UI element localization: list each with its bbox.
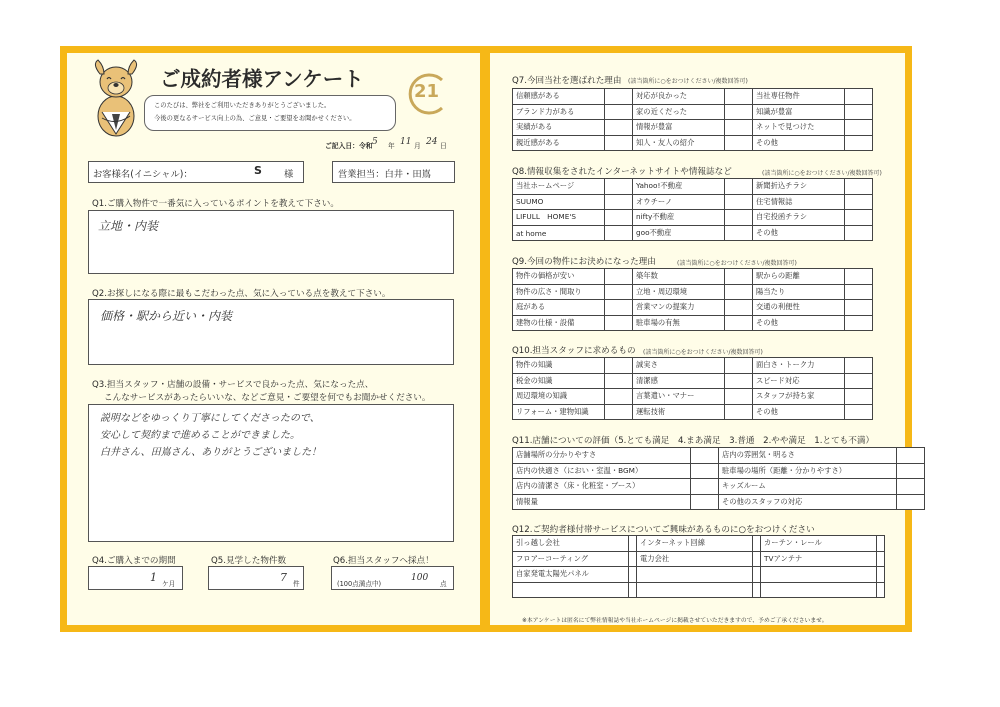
q3-label-line-1: Q3.担当スタッフ・店舗の設備・サービスで良かった点、気になった点、 [92, 380, 374, 390]
q8-option: SUUMO [513, 194, 605, 210]
q9-check-cell[interactable] [725, 284, 753, 300]
q8-option: オウチーノ [633, 194, 725, 210]
q8-option: その他 [753, 225, 845, 241]
q9-check-cell[interactable] [725, 269, 753, 285]
q10-option: スピード対応 [753, 373, 845, 389]
q10-check-cell[interactable] [605, 358, 633, 374]
q9-option: 営業マンの提案力 [633, 300, 725, 316]
q12-row [513, 567, 885, 583]
q12-option: 自家発電太陽光パネル [513, 567, 629, 583]
q8-row [513, 225, 873, 241]
q11-option: 店内の雰囲気・明るさ [719, 448, 897, 464]
q9-row [513, 315, 873, 331]
q10-option: スタッフが持ち家 [753, 389, 845, 405]
q8-check-cell[interactable] [605, 194, 633, 210]
dog-mascot-icon [88, 56, 146, 138]
q9-check-cell[interactable] [605, 315, 633, 331]
q8-row [513, 179, 873, 195]
q10-option: 周辺環境の知識 [513, 389, 605, 405]
q7-row [513, 120, 873, 136]
q8-table [512, 178, 873, 241]
q12-row [513, 551, 885, 567]
q9-row [513, 284, 873, 300]
q12-check-cell[interactable] [629, 551, 637, 567]
q9-option: 庭がある [513, 300, 605, 316]
q11-table [512, 447, 925, 510]
q9-option: その他 [753, 315, 845, 331]
q11-option: 店内の快適さ（におい・室温・BGM） [513, 463, 691, 479]
q9-check-cell[interactable] [605, 284, 633, 300]
q8-option: nifty不動産 [633, 210, 725, 226]
q7-check-cell[interactable] [725, 120, 753, 136]
q9-check-cell[interactable] [605, 269, 633, 285]
q10-check-cell[interactable] [845, 389, 873, 405]
q7-check-cell[interactable] [845, 135, 873, 151]
q7-check-cell[interactable] [725, 104, 753, 120]
q12-row [513, 536, 885, 552]
q12-check-cell[interactable] [753, 582, 761, 598]
date-day: 24 [426, 137, 438, 147]
q12-option: 引っ越し会社 [513, 536, 629, 552]
q10-check-cell[interactable] [605, 404, 633, 420]
q9-check-cell[interactable] [725, 300, 753, 316]
q5-label: Q5.見学した物件数 [211, 556, 287, 566]
q9-row [513, 269, 873, 285]
q2-label: Q2.お探しになる際に最もこだわった点、気に入っている点を教えて下さい。 [92, 289, 391, 299]
q12-check-cell[interactable] [877, 567, 885, 583]
q7-option: 知人・友人の紹介 [633, 135, 725, 151]
q8-check-cell[interactable] [725, 194, 753, 210]
q8-check-cell[interactable] [605, 225, 633, 241]
q8-check-cell[interactable] [725, 210, 753, 226]
q9-option: 立地・周辺環境 [633, 284, 725, 300]
q8-check-cell[interactable] [845, 194, 873, 210]
q10-option: 誠実さ [633, 358, 725, 374]
staff-label: 営業担当：白井・田嶌 [338, 169, 431, 180]
q8-label: Q8.情報収集をされたインターネットサイトや情報誌など [512, 167, 732, 177]
logo-text: 21 [414, 81, 440, 102]
q12-option: インターネット回線 [637, 536, 753, 552]
q8-check-cell[interactable] [845, 179, 873, 195]
q8-option: at home [513, 225, 605, 241]
q8-row [513, 210, 873, 226]
q6-note: (100点満点中) [337, 580, 382, 588]
q6-label: Q6.担当スタッフへ採点！ [333, 556, 434, 566]
q7-check-cell[interactable] [845, 89, 873, 105]
q10-table [512, 357, 873, 420]
page-title: ご成約者様アンケート [160, 67, 364, 91]
q10-check-cell[interactable] [725, 389, 753, 405]
q10-label: Q10.担当スタッフに求めるもの [512, 346, 636, 356]
q10-row [513, 389, 873, 405]
q12-option [513, 582, 629, 598]
greeting-line-1: このたびは、弊社をご利用いただきありがとうございました。 [154, 102, 331, 109]
q8-row [513, 194, 873, 210]
q12-option [761, 582, 877, 598]
q10-option: 面白さ・トーク力 [753, 358, 845, 374]
q5-answer-box[interactable] [208, 566, 304, 590]
q9-row [513, 300, 873, 316]
q8-option: goo不動産 [633, 225, 725, 241]
q10-check-cell[interactable] [725, 358, 753, 374]
q10-check-cell[interactable] [725, 404, 753, 420]
q9-label: Q9.今回の物件にお決めになった理由 [512, 257, 656, 267]
q9-check-cell[interactable] [725, 315, 753, 331]
q11-option: 店内の清潔さ（床・化粧室・ブース） [513, 479, 691, 495]
q11-row [513, 448, 925, 464]
q7-option: 当社専任物件 [753, 89, 845, 105]
q12-option: カーテン・レール [761, 536, 877, 552]
q3-label-line-2: こんなサービスがあったらいいな、などご意見・ご要望を何でもお聞かせください。 [104, 393, 431, 403]
q10-row [513, 358, 873, 374]
q7-row [513, 135, 873, 151]
q11-check-cell[interactable] [691, 494, 719, 510]
q12-option [637, 567, 753, 583]
q8-option: LIFULL HOME'S [513, 210, 605, 226]
q7-check-cell[interactable] [845, 104, 873, 120]
q12-row [513, 582, 885, 598]
q12-check-cell[interactable] [753, 536, 761, 552]
q11-row [513, 494, 925, 510]
q7-option: ブランド力がある [513, 104, 605, 120]
q8-note: (該当箇所に○をおつけください/複数回答可) [762, 170, 882, 177]
q4-label: Q4.ご購入までの期間 [92, 556, 176, 566]
q11-check-cell[interactable] [897, 494, 925, 510]
q8-option: Yahoo!不動産 [633, 179, 725, 195]
q10-option: リフォーム・建物知識 [513, 404, 605, 420]
q8-check-cell[interactable] [725, 179, 753, 195]
q7-check-cell[interactable] [725, 135, 753, 151]
q12-option [761, 567, 877, 583]
q9-option: 駅からの距離 [753, 269, 845, 285]
q12-option [637, 582, 753, 598]
q11-check-cell[interactable] [897, 479, 925, 495]
q10-check-cell[interactable] [845, 404, 873, 420]
q7-check-cell[interactable] [605, 135, 633, 151]
q8-option: 新聞折込チラシ [753, 179, 845, 195]
q9-table [512, 268, 873, 331]
q7-check-cell[interactable] [725, 89, 753, 105]
q12-check-cell[interactable] [629, 582, 637, 598]
q10-check-cell[interactable] [845, 373, 873, 389]
q7-option: 知識が豊富 [753, 104, 845, 120]
q12-option: 電力会社 [637, 551, 753, 567]
q7-option: その他 [753, 135, 845, 151]
q10-option: 税金の知識 [513, 373, 605, 389]
q12-check-cell[interactable] [629, 536, 637, 552]
q7-option: 実績がある [513, 120, 605, 136]
q12-check-cell[interactable] [753, 551, 761, 567]
q6-unit: 点 [440, 580, 447, 588]
q10-option: 言葉遣い・マナー [633, 389, 725, 405]
q8-option: 自宅投函チラシ [753, 210, 845, 226]
q7-check-cell[interactable] [605, 120, 633, 136]
footer-note: ※本アンケートは匿名にて弊社情報誌や当社ホームページに掲載させていただきますので、予めご了承くださいませ。 [522, 618, 828, 624]
q8-option: 当社ホームページ [513, 179, 605, 195]
q9-option: 物件の広さ・間取り [513, 284, 605, 300]
q12-option: TVアンテナ [761, 551, 877, 567]
date-year-unit: 年 [388, 142, 395, 150]
q7-option: 信頼感がある [513, 89, 605, 105]
q3-answer-line-2: 安心して契約まで進めることができました。 [100, 430, 300, 441]
q12-check-cell[interactable] [877, 551, 885, 567]
q3-answer-line-1: 説明などをゆっくり丁寧にしてくださったので、 [100, 413, 320, 424]
q3-answer-line-3: 白井さん、田嶌さん、ありがとうございました！ [100, 447, 322, 458]
greeting-line-2: 今後の更なるサービス向上の為、ご意見・ご要望をお聞かせください。 [154, 115, 356, 122]
q3-answer-box[interactable] [88, 404, 454, 542]
q8-option: 住宅情報誌 [753, 194, 845, 210]
customer-name-label: お客様名(イニシャル)： [93, 169, 193, 180]
q9-option: 物件の価格が安い [513, 269, 605, 285]
q11-option: 情報量 [513, 494, 691, 510]
q10-row [513, 373, 873, 389]
q10-check-cell[interactable] [725, 373, 753, 389]
q12-check-cell[interactable] [877, 536, 885, 552]
q9-option: 建物の仕様・設備 [513, 315, 605, 331]
q10-option: 運転技術 [633, 404, 725, 420]
q7-check-cell[interactable] [605, 104, 633, 120]
q9-check-cell[interactable] [845, 269, 873, 285]
q10-option: 物件の知識 [513, 358, 605, 374]
q5-value: 7 [280, 571, 287, 584]
q9-option: 駐車場の有無 [633, 315, 725, 331]
customer-name-value: S [254, 164, 262, 177]
q12-check-cell[interactable] [877, 582, 885, 598]
q11-option: 店舗場所の分かりやすさ [513, 448, 691, 464]
customer-name-suffix: 様 [284, 169, 294, 180]
q2-answer: 価格・駅から近い・内装 [100, 309, 233, 323]
q1-answer: 立地・内装 [98, 219, 159, 233]
q12-option: フロアーコーティング [513, 551, 629, 567]
date-month-unit: 月 [414, 142, 421, 150]
q10-option: 清潔感 [633, 373, 725, 389]
q10-check-cell[interactable] [605, 373, 633, 389]
q4-value: 1 [150, 571, 157, 584]
q11-option: キッズルーム [719, 479, 897, 495]
q11-option: その他のスタッフの対応 [719, 494, 897, 510]
q8-check-cell[interactable] [605, 210, 633, 226]
q7-table [512, 88, 873, 151]
q12-check-cell[interactable] [753, 567, 761, 583]
q10-note: (該当箇所に○をおつけください/複数回答可) [643, 349, 763, 356]
q9-check-cell[interactable] [845, 284, 873, 300]
q7-check-cell[interactable] [845, 120, 873, 136]
q9-note: (該当箇所に○をおつけください/複数回答可) [677, 260, 797, 267]
q10-check-cell[interactable] [605, 389, 633, 405]
q9-check-cell[interactable] [845, 300, 873, 316]
date-label: ご記入日：令和 [325, 142, 373, 150]
date-month: 11 [400, 137, 412, 147]
q11-check-cell[interactable] [691, 448, 719, 464]
q7-note: (該当箇所に○をおつけください/複数回答可) [628, 78, 748, 85]
q9-option: 陽当たり [753, 284, 845, 300]
q11-row [513, 479, 925, 495]
q8-check-cell[interactable] [845, 210, 873, 226]
q9-option: 交通の利便性 [753, 300, 845, 316]
q9-check-cell[interactable] [845, 315, 873, 331]
q7-check-cell[interactable] [605, 89, 633, 105]
q10-check-cell[interactable] [845, 358, 873, 374]
q5-unit: 件 [293, 580, 300, 588]
q7-row [513, 89, 873, 105]
q1-label: Q1.ご購入物件で一番気に入っているポイントを教えて下さい。 [92, 199, 339, 209]
date-year: 5 [372, 137, 378, 147]
q4-unit: ケ月 [162, 580, 176, 588]
q7-option: 対応が良かった [633, 89, 725, 105]
q12-label: Q12.ご契約者様付帯サービスについてご興味があるものに○をおつけください [512, 525, 815, 535]
q11-row [513, 463, 925, 479]
q10-option: その他 [753, 404, 845, 420]
q8-check-cell[interactable] [605, 179, 633, 195]
q11-check-cell[interactable] [897, 448, 925, 464]
q7-option: 情報が豊富 [633, 120, 725, 136]
q12-table [512, 535, 885, 598]
q10-row [513, 404, 873, 420]
q11-check-cell[interactable] [691, 479, 719, 495]
q11-check-cell[interactable] [691, 463, 719, 479]
q6-value: 100 [411, 573, 429, 583]
q11-check-cell[interactable] [897, 463, 925, 479]
q7-row [513, 104, 873, 120]
q11-option: 駐車場の場所（距離・分かりやすさ） [719, 463, 897, 479]
q7-label: Q7.今回当社を選ばれた理由 [512, 76, 622, 86]
date-day-unit: 日 [440, 142, 447, 150]
q7-option: ネットで見つけた [753, 120, 845, 136]
q9-option: 築年数 [633, 269, 725, 285]
q12-check-cell[interactable] [629, 567, 637, 583]
q8-check-cell[interactable] [725, 225, 753, 241]
q9-check-cell[interactable] [605, 300, 633, 316]
q7-option: 親近感がある [513, 135, 605, 151]
q11-label: Q11.店舗についての評価（5.とても満足 4.まあ満足 3.普通 2.やや満足 1.とても不満） [512, 436, 875, 446]
q7-option: 家の近くだった [633, 104, 725, 120]
q8-check-cell[interactable] [845, 225, 873, 241]
